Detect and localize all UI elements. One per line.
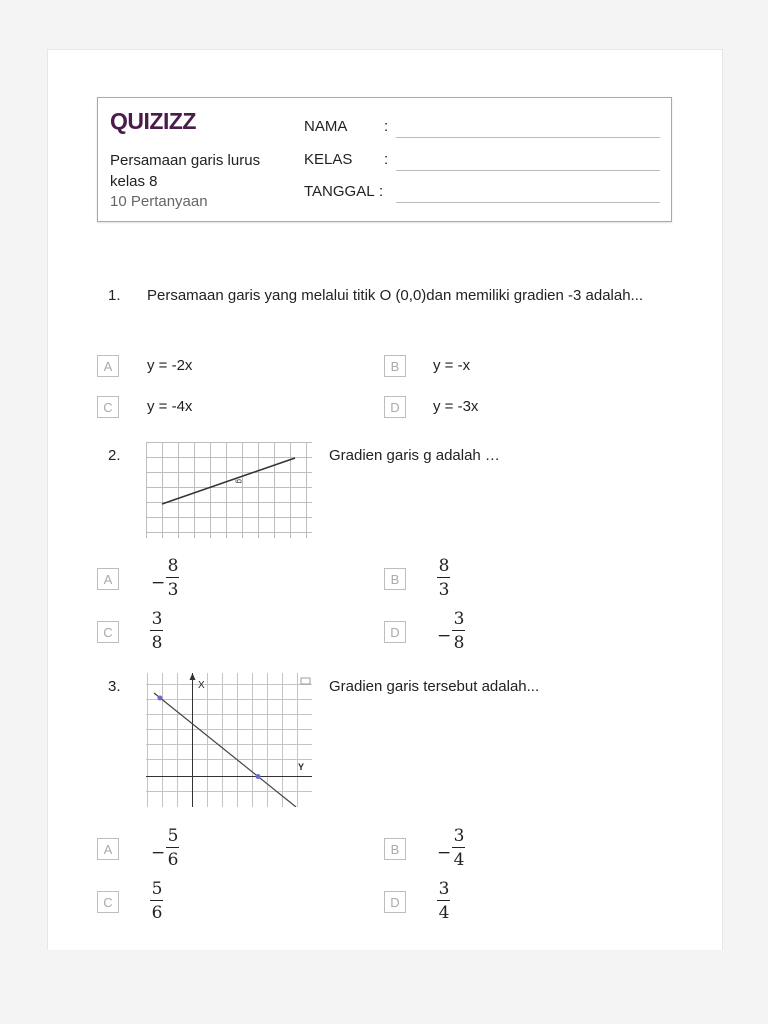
name-label: NAMA xyxy=(304,118,348,135)
line-g xyxy=(162,458,295,504)
question-1-text: Persamaan garis yang melalui titik O (0,0)dan memiliki gradien -3 adalah... xyxy=(147,287,644,304)
q2-option-d-sign: − xyxy=(437,626,452,646)
line-g-grid-graph xyxy=(146,442,312,538)
question-3-number: 3. xyxy=(108,678,121,695)
q3-option-b-numerator: 3 xyxy=(453,826,465,846)
q3-option-a-numerator: 5 xyxy=(167,826,179,846)
q3-option-c-denominator: 6 xyxy=(151,903,163,923)
q1-option-a-letter[interactable]: A xyxy=(97,355,119,377)
q2-option-a-fraction-bar xyxy=(166,577,179,578)
date-label: TANGGAL xyxy=(304,183,375,200)
q2-option-c-numerator: 3 xyxy=(151,609,163,629)
quiz-title: Persamaan garis lurus kelas 8 xyxy=(110,152,261,190)
q2-option-b-fraction-bar xyxy=(437,577,450,578)
q1-option-b-letter[interactable]: B xyxy=(384,355,406,377)
q1-option-a-text: y = -2x xyxy=(147,357,193,374)
point-marker xyxy=(256,774,261,779)
question-2-graph xyxy=(146,442,312,538)
q3-option-a-sign: − xyxy=(151,843,166,863)
q1-option-c-letter[interactable]: C xyxy=(97,396,119,418)
q2-option-b-letter[interactable]: B xyxy=(384,568,406,590)
question-2-number: 2. xyxy=(108,447,121,464)
class-field xyxy=(304,151,389,168)
quizizz-logo: QUIZIZZ xyxy=(110,108,196,134)
question-3-graph xyxy=(146,673,312,807)
q3-option-d-denominator: 4 xyxy=(438,903,450,923)
class-label: KELAS xyxy=(304,151,353,168)
question-3-text: Gradien garis tersebut adalah... xyxy=(329,678,540,695)
q3-option-b-denominator: 4 xyxy=(453,850,465,870)
q3-option-c-numerator: 5 xyxy=(151,879,163,899)
class-colon: : xyxy=(384,151,389,168)
q3-option-c-letter[interactable]: C xyxy=(97,891,119,913)
q2-option-c-letter[interactable]: C xyxy=(97,621,119,643)
q3-option-b-fraction-bar xyxy=(452,847,465,848)
q3-option-d-fraction-bar xyxy=(437,900,450,901)
q3-option-c-fraction-bar xyxy=(150,900,163,901)
q2-option-d-numerator: 3 xyxy=(453,609,465,629)
q3-option-d-letter[interactable]: D xyxy=(384,891,406,913)
name-colon: : xyxy=(384,118,389,135)
q2-option-a-letter[interactable]: A xyxy=(97,568,119,590)
question-count: 10 Pertanyaan xyxy=(110,193,208,210)
name-line[interactable] xyxy=(396,137,660,138)
point-marker xyxy=(158,696,163,701)
q2-option-a-sign: − xyxy=(151,573,166,593)
q3-option-d-numerator: 3 xyxy=(438,879,450,899)
date-line[interactable] xyxy=(396,202,660,203)
q3-option-a-denominator: 6 xyxy=(167,850,179,870)
q3-option-b-letter[interactable]: B xyxy=(384,838,406,860)
name-field xyxy=(304,118,389,135)
axis-arrow-icon xyxy=(190,673,196,680)
q2-option-d-fraction-bar xyxy=(452,630,465,631)
question-2-text: Gradien garis g adalah … xyxy=(329,447,500,464)
q1-option-b-text: y = -x xyxy=(433,357,471,374)
q1-option-d-letter[interactable]: D xyxy=(384,396,406,418)
q2-option-b-denominator: 3 xyxy=(438,580,450,600)
q2-option-a-denominator: 3 xyxy=(167,580,179,600)
class-line[interactable] xyxy=(396,170,660,171)
q1-option-d-text: y = -3x xyxy=(433,398,479,415)
q2-option-b-numerator: 8 xyxy=(438,556,450,576)
date-field xyxy=(304,183,384,200)
question-1-number: 1. xyxy=(108,287,121,304)
line-g-label: g xyxy=(235,479,244,484)
q2-option-c-fraction-bar xyxy=(150,630,163,631)
axis-x-label: X xyxy=(198,680,205,691)
q2-option-d-denominator: 8 xyxy=(453,633,465,653)
axis-y-label: Y xyxy=(298,762,305,772)
q3-option-a-letter[interactable]: A xyxy=(97,838,119,860)
q3-option-a-fraction-bar xyxy=(166,847,179,848)
date-colon: : xyxy=(379,183,384,200)
q3-option-b-sign: − xyxy=(437,843,452,863)
q1-option-c-text: y = -4x xyxy=(147,398,193,415)
graph-line xyxy=(154,693,296,807)
coordinate-grid-graph xyxy=(146,673,312,807)
q2-option-c-denominator: 8 xyxy=(151,633,163,653)
q2-option-d-letter[interactable]: D xyxy=(384,621,406,643)
graph-menu-icon xyxy=(301,678,310,684)
worksheet-header xyxy=(97,97,672,222)
q2-option-a-numerator: 8 xyxy=(167,556,179,576)
